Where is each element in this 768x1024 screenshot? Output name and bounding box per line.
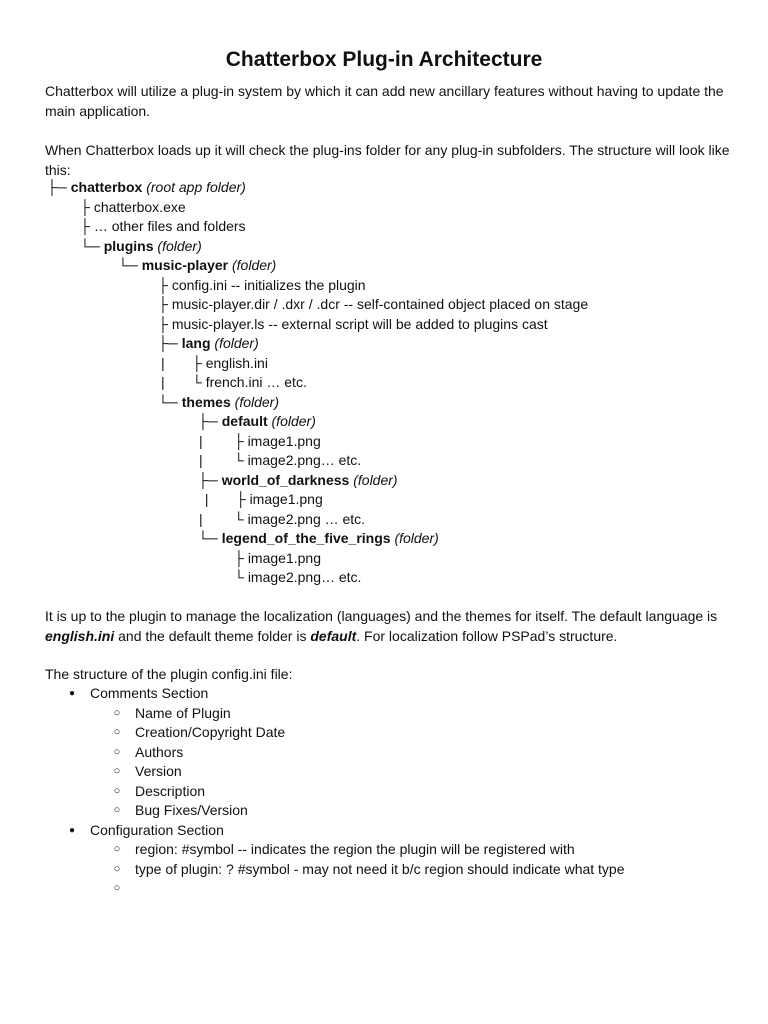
tree-row	[161, 354, 268, 374]
tree-row	[158, 334, 259, 354]
file-name: image2.png … etc.	[247, 510, 366, 527]
folder-note: (root app folder)	[142, 179, 246, 195]
subitem-text: type of plugin: ? #symbol - may not need it b/c region should indicate what type	[135, 860, 625, 877]
file-name: music-player.dir / .dxr / .dcr -- self-contained object placed on stage	[171, 296, 589, 312]
folder-note: (folder)	[390, 530, 439, 546]
folder-name: chatterbox	[70, 179, 143, 195]
localization-text-before: It is up to the plugin to manage the localization (languages) and the themes for itself. The default language is	[45, 608, 718, 624]
folder-name: themes	[181, 393, 231, 410]
tree-branch-glyph: | └	[199, 510, 248, 527]
tree-row	[234, 568, 361, 588]
file-name: music-player.ls -- external script will be added to plugins cast	[171, 315, 548, 332]
localization-text-after: . For localization follow PSPad’s structure.	[356, 627, 618, 644]
tree-row	[198, 412, 316, 432]
tree-row	[161, 373, 307, 393]
file-name: image1.png	[247, 432, 321, 449]
folder-name: legend_of_the_five_rings	[221, 530, 391, 546]
tree-branch-glyph: ├─	[198, 471, 222, 488]
subitem-text: Name of Plugin	[135, 704, 231, 721]
tree-branch-glyph: ├─	[158, 335, 182, 351]
file-name: chatterbox.exe	[93, 198, 186, 215]
tree-branch-glyph: | └	[199, 452, 248, 468]
tree-branch-glyph: └─	[118, 257, 142, 273]
tree-row	[158, 393, 279, 413]
sub-bullet-mark: ○	[113, 765, 121, 777]
localization-paragraph	[45, 607, 735, 646]
tree-row	[47, 178, 246, 198]
tree-branch-glyph: | ├	[199, 432, 248, 449]
bullet-mark: ●	[68, 824, 76, 836]
folder-note: (folder)	[210, 335, 259, 351]
tree-branch-glyph: └─	[158, 393, 182, 410]
tree-row	[199, 451, 361, 471]
folder-note: (folder)	[228, 257, 277, 273]
tree-branch-glyph: └─	[80, 237, 104, 254]
structure-intro-paragraph: When Chatterbox loads up it will check the plug-ins folder for any plug-in subfolders. The structure will look like this:	[45, 142, 730, 178]
section-label: Comments Section	[90, 685, 209, 701]
tree-branch-glyph: ├	[158, 315, 172, 332]
tree-branch-glyph: └	[234, 569, 248, 585]
folder-note: (folder)	[267, 413, 316, 429]
sub-bullet-mark: ○	[113, 706, 121, 719]
sub-bullet-mark: ○	[113, 745, 121, 758]
sub-bullet-mark: ○	[113, 784, 121, 797]
file-name: config.ini -- initializes the plugin	[171, 276, 366, 293]
sub-bullet-mark: ○	[113, 726, 121, 738]
tree-row	[201, 490, 323, 510]
file-name: image2.png… etc.	[247, 452, 362, 468]
tree-row	[234, 549, 321, 569]
tree-row	[80, 198, 186, 218]
subitem-text: Version	[135, 763, 182, 779]
folder-note: (folder)	[230, 393, 279, 410]
tree-row	[199, 510, 365, 530]
sub-bullet-mark: ○	[113, 862, 121, 875]
page-title: Chatterbox Plug-in Architecture	[225, 48, 543, 71]
tree-branch-glyph: ├	[158, 296, 172, 312]
file-name: english.ini	[205, 354, 268, 371]
tree-branch-glyph: | └	[161, 374, 206, 390]
bullet-mark: ●	[68, 688, 76, 699]
sub-bullet-mark: ○	[113, 804, 121, 816]
subitem-text: Authors	[135, 743, 184, 760]
tree-branch-glyph: ├─	[198, 413, 222, 429]
tree-row	[158, 276, 366, 296]
tree-row	[118, 256, 276, 276]
intro-paragraph: Chatterbox will utilize a plug-in system by which it can add new ancillary features without having to update the main application.	[45, 83, 724, 119]
sub-bullet-mark: ○	[113, 882, 121, 894]
tree-row	[158, 295, 588, 315]
tree-row	[199, 432, 321, 452]
file-name: image1.png	[247, 549, 321, 566]
tree-row	[158, 315, 548, 335]
sub-bullet-mark: ○	[113, 843, 121, 855]
folder-note: (folder)	[349, 471, 398, 488]
tree-row	[80, 217, 246, 237]
localization-text-middle: and the default theme folder is	[114, 627, 311, 644]
folder-name: default	[221, 413, 268, 429]
subitem-text: region: #symbol -- indicates the region the plugin will be registered with	[135, 841, 575, 857]
file-name: image2.png… etc.	[247, 569, 362, 585]
subitem-text: Bug Fixes/Version	[135, 802, 248, 818]
subitem-text: Description	[135, 782, 206, 799]
default-theme-folder: default	[310, 627, 357, 644]
tree-branch-glyph: ├	[80, 198, 94, 215]
default-language-file: english.ini	[45, 627, 115, 644]
folder-name: plugins	[103, 237, 154, 254]
subitem-text: Creation/Copyright Date	[135, 724, 286, 740]
tree-row	[198, 529, 439, 549]
config-structure-intro: The structure of the plugin config.ini file:	[45, 666, 293, 682]
folder-name: music-player	[141, 257, 229, 273]
tree-branch-glyph: ├─	[47, 179, 71, 195]
tree-branch-glyph: | ├	[161, 354, 206, 371]
folder-name: lang	[181, 335, 211, 351]
folder-note: (folder)	[153, 237, 202, 254]
tree-branch-glyph: ├	[158, 276, 172, 293]
file-name: … other files and folders	[93, 218, 246, 234]
tree-row	[80, 237, 202, 257]
file-name: image1.png	[249, 491, 323, 507]
section-label: Configuration Section	[90, 821, 224, 838]
tree-branch-glyph: ├	[234, 549, 248, 566]
tree-branch-glyph: | ├	[201, 491, 250, 507]
tree-branch-glyph: ├	[80, 218, 94, 234]
tree-branch-glyph: └─	[198, 530, 222, 546]
tree-row	[198, 471, 398, 491]
folder-name: world_of_darkness	[221, 471, 350, 488]
file-name: french.ini … etc.	[205, 374, 307, 390]
